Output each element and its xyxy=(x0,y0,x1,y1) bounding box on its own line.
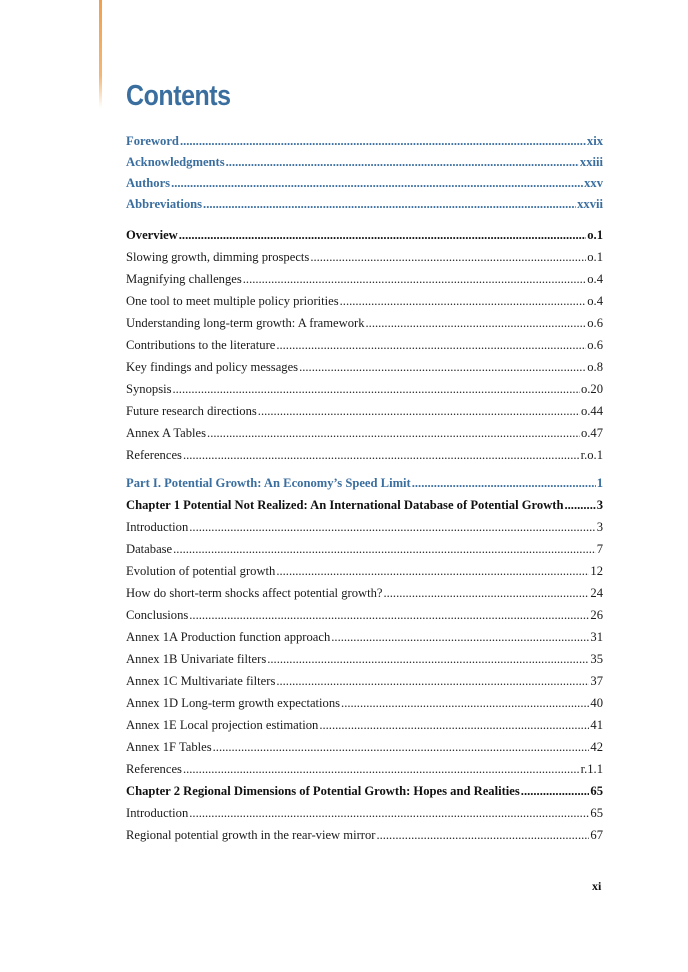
page-number: xi xyxy=(592,879,602,893)
dot-leader xyxy=(179,224,586,246)
toc-label: Chapter 2 Regional Dimensions of Potential Growth: Hopes and Realities xyxy=(126,784,520,798)
toc-label: How do short-term shocks affect potential growth? xyxy=(126,586,383,600)
dot-leader xyxy=(183,758,580,780)
toc-entry-chapter-2[interactable] xyxy=(126,780,603,802)
toc-page: r.1.1 xyxy=(580,762,603,776)
toc-label: Evolution of potential growth xyxy=(126,564,276,578)
toc-entry[interactable] xyxy=(126,422,603,444)
toc-entry[interactable] xyxy=(126,246,603,268)
toc-page: xxvii xyxy=(577,197,603,211)
toc-page: r.o.1 xyxy=(580,448,603,462)
dot-leader xyxy=(331,626,589,648)
toc-page: 41 xyxy=(590,718,603,732)
toc-entry[interactable] xyxy=(126,356,603,378)
toc-entry[interactable] xyxy=(126,268,603,290)
toc-label: Abbreviations xyxy=(126,197,203,211)
dot-leader xyxy=(189,516,595,538)
toc-label: Contributions to the literature xyxy=(126,338,276,352)
toc-label: Annex 1F Tables xyxy=(126,740,212,754)
toc-page: 12 xyxy=(590,564,603,578)
toc-entry[interactable] xyxy=(126,626,603,648)
toc-entry[interactable] xyxy=(126,312,603,334)
toc-label: Understanding long-term growth: A framework xyxy=(126,316,365,330)
toc-entry[interactable] xyxy=(126,604,603,626)
dot-leader xyxy=(276,670,589,692)
dot-leader xyxy=(189,802,589,824)
spacer xyxy=(126,215,603,224)
toc-label: Annex A Tables xyxy=(126,426,207,440)
dot-leader xyxy=(267,648,589,670)
dot-leader xyxy=(412,472,596,494)
toc-label: Annex 1E Local projection estimation xyxy=(126,718,319,732)
toc-label: Future research directions xyxy=(126,404,257,418)
page-title: Contents xyxy=(126,80,231,112)
toc-label: Synopsis xyxy=(126,382,172,396)
toc-label: Key findings and policy messages xyxy=(126,360,299,374)
toc-page: xxv xyxy=(584,176,603,190)
dot-leader xyxy=(226,152,579,173)
toc-entry-part-1[interactable] xyxy=(126,472,603,494)
toc-page: 65 xyxy=(590,784,603,798)
dot-leader xyxy=(276,560,589,582)
toc-entry[interactable] xyxy=(126,334,603,356)
toc-entry[interactable] xyxy=(126,444,603,466)
toc-label: Annex 1A Production function approach xyxy=(126,630,331,644)
toc-entry[interactable] xyxy=(126,290,603,312)
dot-leader xyxy=(319,714,589,736)
toc-label: Overview xyxy=(126,228,178,242)
dot-leader xyxy=(203,194,576,215)
toc-entry-acknowledgments[interactable] xyxy=(126,152,603,173)
toc-entry[interactable] xyxy=(126,802,603,824)
toc-label: References xyxy=(126,762,182,776)
table-of-contents xyxy=(126,131,603,846)
toc-label: Regional potential growth in the rear-view mirror xyxy=(126,828,376,842)
toc-page: 26 xyxy=(590,608,603,622)
toc-entry[interactable] xyxy=(126,714,603,736)
toc-entry-chapter-1[interactable] xyxy=(126,494,603,516)
toc-entry[interactable] xyxy=(126,670,603,692)
toc-page: o.44 xyxy=(580,404,603,418)
dot-leader xyxy=(521,780,590,802)
toc-page: o.8 xyxy=(587,360,603,374)
dot-leader xyxy=(258,400,580,422)
dot-leader xyxy=(383,582,589,604)
dot-leader xyxy=(340,290,587,312)
toc-entry-abbreviations[interactable] xyxy=(126,194,603,215)
toc-page: xix xyxy=(586,134,603,148)
toc-page: 31 xyxy=(590,630,603,644)
toc-label: Slowing growth, dimming prospects xyxy=(126,250,310,264)
toc-page: o.1 xyxy=(587,250,603,264)
dot-leader xyxy=(173,538,596,560)
toc-entry[interactable] xyxy=(126,824,603,846)
toc-label: Part I. Potential Growth: An Economy’s Speed Limit xyxy=(126,476,411,490)
toc-label: Annex 1B Univariate filters xyxy=(126,652,267,666)
dot-leader xyxy=(376,824,589,846)
toc-label: Database xyxy=(126,542,173,556)
toc-page: 42 xyxy=(590,740,603,754)
dot-leader xyxy=(213,736,590,758)
toc-entry-authors[interactable] xyxy=(126,173,603,194)
dot-leader xyxy=(171,173,583,194)
toc-entry[interactable] xyxy=(126,758,603,780)
toc-page: 3 xyxy=(596,498,603,512)
toc-label: Acknowledgments xyxy=(126,155,225,169)
toc-entry[interactable] xyxy=(126,516,603,538)
dot-leader xyxy=(180,131,586,152)
toc-entry[interactable] xyxy=(126,648,603,670)
dot-leader xyxy=(243,268,586,290)
toc-page: o.4 xyxy=(587,294,603,308)
toc-label: One tool to meet multiple policy priorities xyxy=(126,294,339,308)
toc-entry[interactable] xyxy=(126,736,603,758)
dot-leader xyxy=(276,334,586,356)
toc-label: References xyxy=(126,448,182,462)
toc-page: 24 xyxy=(590,586,603,600)
toc-page: xxiii xyxy=(579,155,603,169)
dot-leader xyxy=(341,692,589,714)
toc-label: Annex 1C Multivariate filters xyxy=(126,674,276,688)
dot-leader xyxy=(173,378,580,400)
toc-entry-foreword[interactable] xyxy=(126,131,603,152)
toc-page: 3 xyxy=(596,520,603,534)
toc-page: 7 xyxy=(596,542,603,556)
toc-label: Conclusions xyxy=(126,608,189,622)
dot-leader xyxy=(310,246,586,268)
toc-page: o.20 xyxy=(580,382,603,396)
orange-accent-bar xyxy=(99,0,102,108)
toc-page: o.4 xyxy=(587,272,603,286)
toc-page: o.6 xyxy=(587,338,603,352)
toc-entry-overview[interactable] xyxy=(126,224,603,246)
toc-label: Chapter 1 Potential Not Realized: An International Database of Potential Growth xyxy=(126,498,564,512)
toc-label: Introduction xyxy=(126,806,189,820)
toc-label: Annex 1D Long-term growth expectations xyxy=(126,696,341,710)
dot-leader xyxy=(565,494,596,516)
toc-page: 40 xyxy=(590,696,603,710)
toc-page: 37 xyxy=(590,674,603,688)
toc-page: 65 xyxy=(590,806,603,820)
dot-leader xyxy=(207,422,580,444)
toc-entry[interactable] xyxy=(126,692,603,714)
toc-entry[interactable] xyxy=(126,560,603,582)
dot-leader xyxy=(183,444,580,466)
toc-page: 67 xyxy=(590,828,603,842)
toc-label: Magnifying challenges xyxy=(126,272,242,286)
toc-label: Authors xyxy=(126,176,171,190)
toc-label: Foreword xyxy=(126,134,179,148)
dot-leader xyxy=(299,356,586,378)
dot-leader xyxy=(366,312,587,334)
toc-entry[interactable] xyxy=(126,400,603,422)
toc-label: Introduction xyxy=(126,520,189,534)
toc-entry[interactable] xyxy=(126,582,603,604)
toc-page: o.1 xyxy=(587,228,603,242)
dot-leader xyxy=(189,604,589,626)
toc-entry[interactable] xyxy=(126,378,603,400)
toc-page: o.6 xyxy=(587,316,603,330)
toc-page: o.47 xyxy=(580,426,603,440)
toc-page: 1 xyxy=(596,476,603,490)
toc-entry[interactable] xyxy=(126,538,603,560)
toc-page: 35 xyxy=(590,652,603,666)
